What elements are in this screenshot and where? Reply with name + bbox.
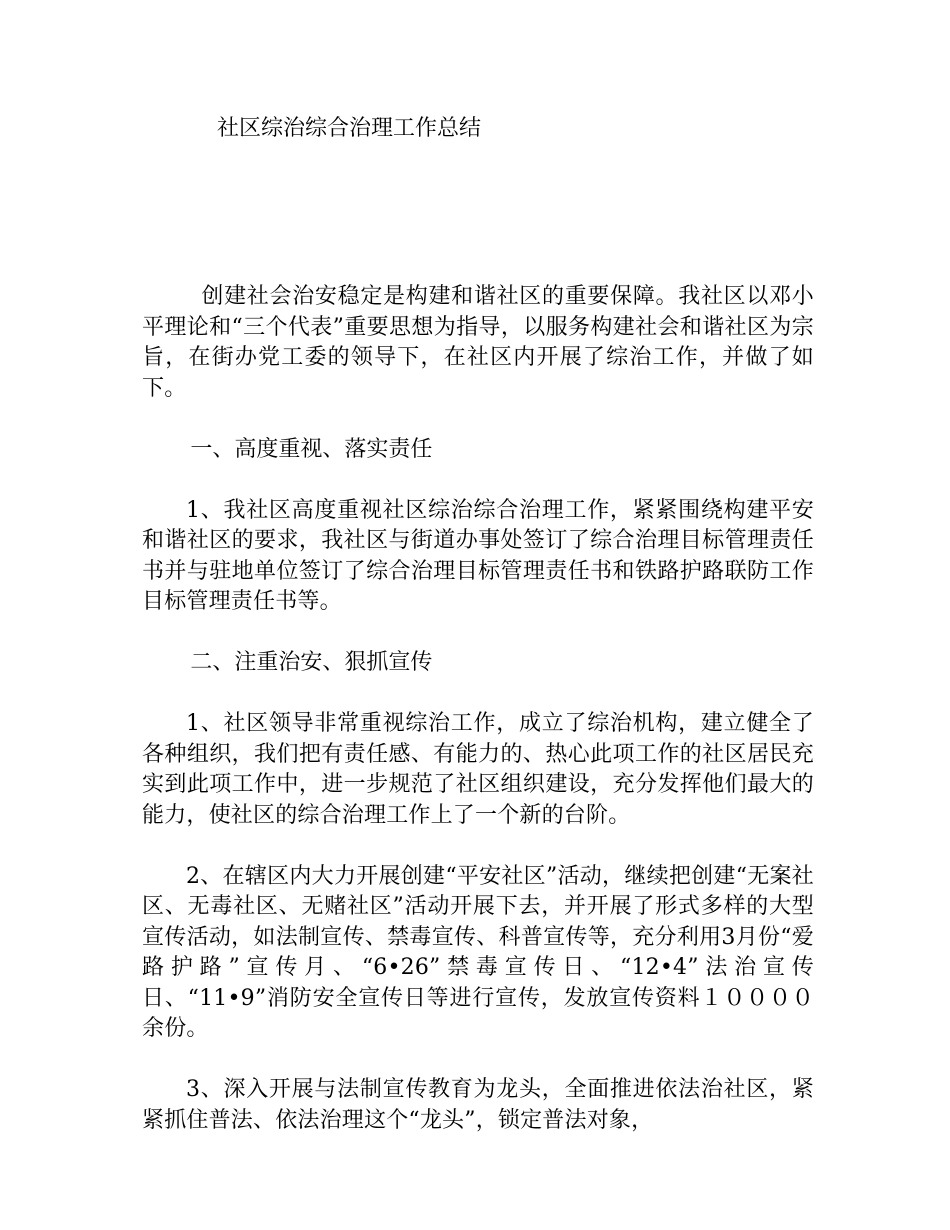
paragraph-1-1: 1、我社区高度重视社区综治综合治理工作，紧紧围绕构建平安和谐社区的要求，我社区与街道办事处签订了综合治理目标管理责任书并与驻地单位签订了综合治理目标管理责任书和铁路护路联防工作目标管理责任书等。: [142, 497, 814, 614]
paragraph-intro: 创建社会治安稳定是构建和谐社区的重要保障。我社区以邓小平理论和“三个代表”重要思想为指导，以服务构建社会和谐社区为宗旨，在街办党工委的领导下，在社区内开展了综治工作，并做了如下。: [142, 284, 814, 401]
document-body: [142, 282, 814, 1167]
paragraph-2-1: 1、社区领导非常重视综治工作，成立了综治机构，建立健全了各种组织，我们把有责任感、有能力的、热心此项工作的社区居民充实到此项工作中，进一步规范了社区组织建设，充分发挥他们最大的能力，使社区的综合治理工作上了一个新的台阶。: [142, 711, 814, 828]
paragraph-2-2: 2、在辖区内大力开展创建“平安社区”活动，继续把创建“无案社区、无毒社区、无赌社区”活动开展下去，并开展了形式多样的大型宣传活动，如法制宣传、禁毒宣传、科普宣传等，充分利用3月份“爱路护路”宣传月、“6•26”禁毒宣传日、“12•4”法治宣传日、“11•9”消防安全宣传日等进行宣传，发放宣传资料１００００余份。: [142, 863, 814, 1041]
section-heading-2: 二、注重治安、狠抓宣传: [190, 650, 433, 675]
document-title: 社区综治综合治理工作总结: [217, 116, 482, 141]
paragraph-2-3: 3、深入开展与法制宣传教育为龙头，全面推进依法治社区，紧紧抓住普法、依法治理这个“龙头”，锁定普法对象，: [142, 1077, 814, 1133]
section-heading-1: 一、高度重视、落实责任: [190, 436, 433, 462]
